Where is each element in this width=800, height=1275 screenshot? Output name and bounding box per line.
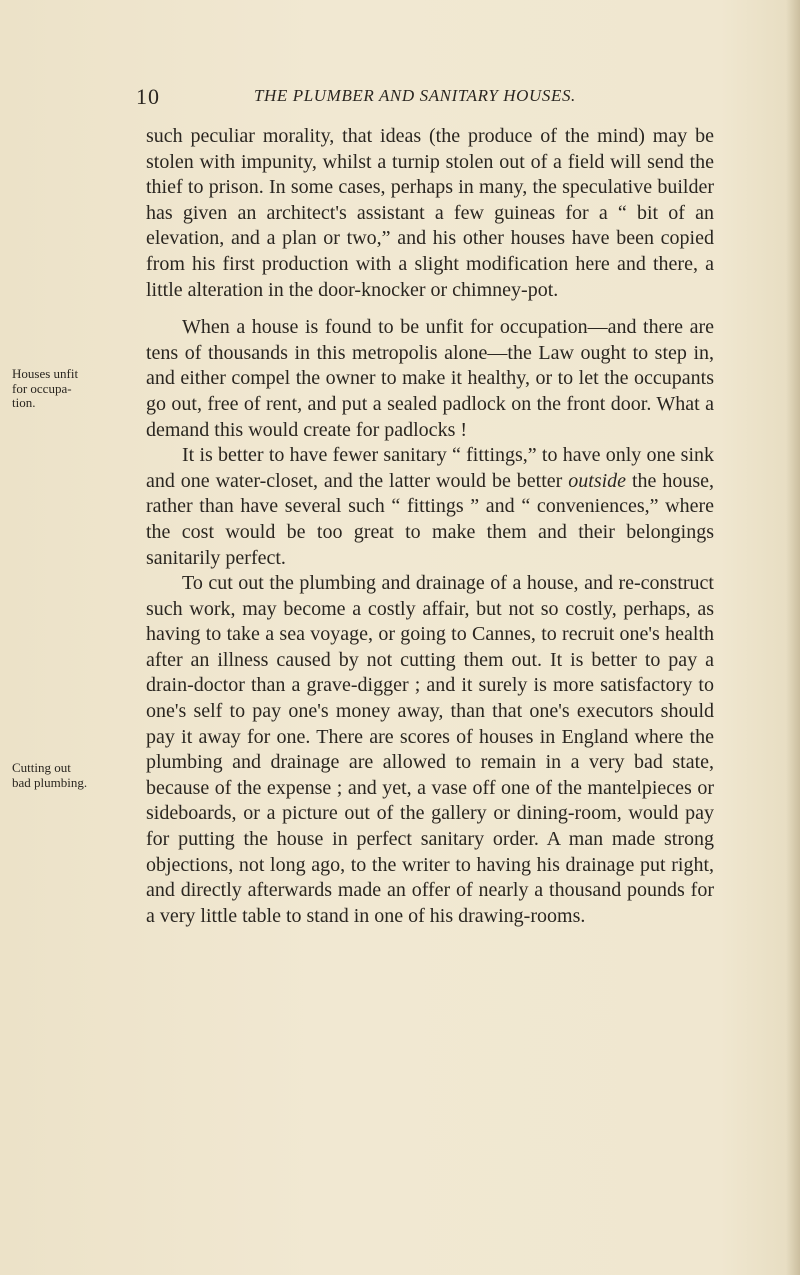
- margin-note-houses-unfit: Houses unfit for occupa- tion.: [12, 366, 79, 410]
- page-header: [136, 84, 656, 114]
- paragraph-fewer-fittings: It is better to have fewer sanitary “ fittings,” to have only one sink and one water-closet, and the latter would be better outside the house, rather than have several such “ fittings ” and “ conveniences,” where the cost would be too great to make them and their belongings sanitarily perfect.: [146, 444, 715, 569]
- paragraph-continuation: such peculiar morality, that ideas (the produce of the mind) may be stolen with impunity, whilst a turnip stolen out of a field will send the thief to prison. In some cases, perhaps in many, the speculative builder has given an architect's assistant a few guineas for a “ bit of an elevation, and a plan or two,” and his other houses have been copied from his first production with a slight modification here and there, a little alteration in the door-knocker or chimney-pot.: [146, 125, 714, 301]
- page-number: 10: [136, 84, 160, 109]
- paragraph-unfit-houses: When a house is found to be unfit for occupation—and there are tens of thousands in this metropolis alone—the Law ought to step in, and either compel the owner to make it healthy, or to let the occupants go out, free of rent, and put a sealed padlock on the front door. What a demand this would create for padlocks !: [146, 316, 714, 441]
- emphasis-outside: outside: [568, 469, 627, 492]
- paragraph-cutting-out-plumbing: To cut out the plumbing and drainage of a house, and re-construct such work, may become a costly affair, but not so costly, perhaps, as having to take a sea voyage, or going to Cannes, to recruit one's health after an illness caused by not cutting them out. It is better to pay a drain-doctor than a grave-digger ; and it surely is more satisfactory to one's self to pay one's money away, than that one's executors should pay it away for one. There are scores of houses in England where the plumbing and drainage are allowed to remain in a very bad state, because of the expense ; and yet, a vase off one of the mantelpieces or sideboards, or a picture out of the gallery or dining-room, would pay for putting the house in perfect sanitary order. A man made strong objections, not long ago, to the writer to having his drainage put right, and directly afterwards made an offer of nearly a thousand pounds for a very little table to stand in one of his drawing-rooms.: [146, 572, 714, 927]
- paragraph-gap: [146, 303, 714, 315]
- running-title: THE PLUMBER AND SANITARY HOUSES.: [254, 86, 576, 105]
- page-edge-shadow: [786, 0, 800, 1275]
- margin-note-cutting-out: Cutting out bad plumbing.: [12, 760, 88, 790]
- body-text: [146, 124, 714, 929]
